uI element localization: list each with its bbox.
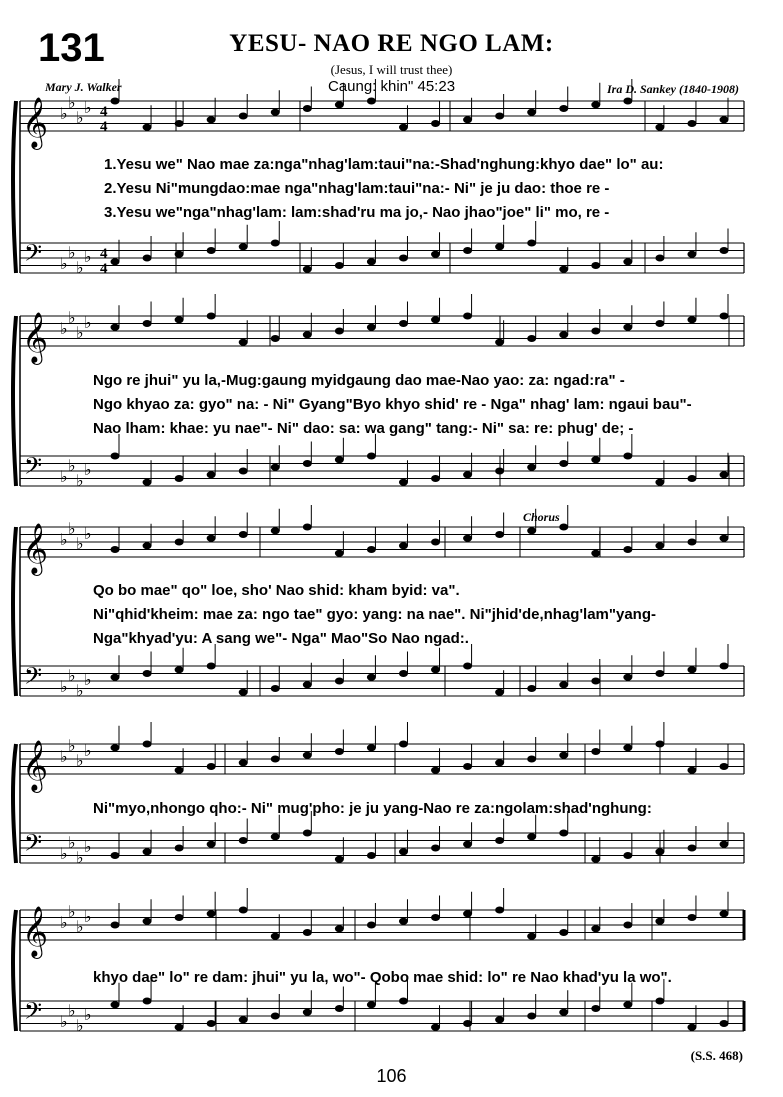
note-head: [527, 933, 536, 940]
note-head: [271, 833, 280, 840]
system-bracket: [13, 910, 16, 1031]
flat-icon: ♭: [60, 677, 68, 696]
flat-icon: ♭: [76, 323, 84, 342]
note-head: [207, 247, 216, 254]
flat-icon: ♭: [60, 1012, 68, 1031]
flat-icon: ♭: [76, 534, 84, 553]
note-head: [495, 689, 504, 696]
hymn-subtitle: (Jesus, I will trust thee): [330, 62, 453, 77]
note-head: [111, 98, 120, 105]
note-head: [655, 918, 664, 925]
note-head: [175, 914, 184, 921]
note-head: [463, 247, 472, 254]
note-head: [527, 240, 536, 247]
lyric-line: Qo bo mae" qo" loe, sho' Nao shid: kham byid: va".: [93, 582, 460, 599]
flat-icon: ♭: [76, 258, 84, 277]
flat-icon: ♭: [76, 471, 84, 490]
lyricist: Mary J. Walker: [45, 80, 122, 94]
flat-icon: ♭: [84, 98, 92, 117]
note-head: [111, 546, 120, 553]
note-head: [559, 460, 568, 467]
note-head: [367, 453, 376, 460]
hymn-title: YESU- NAO RE NGO LAM:: [229, 30, 554, 57]
note-head: [527, 756, 536, 763]
note-head: [207, 471, 216, 478]
note-head: [175, 1024, 184, 1031]
note-head: [143, 998, 152, 1005]
note-head: [143, 741, 152, 748]
note-head: [431, 1024, 440, 1031]
note-head: [399, 670, 408, 677]
note-head: [687, 120, 696, 127]
flat-icon: ♭: [84, 313, 92, 332]
flat-icon: ♭: [76, 681, 84, 700]
note-head: [239, 339, 248, 346]
note-head: [367, 1001, 376, 1008]
note-head: [175, 666, 184, 673]
note-head: [239, 531, 248, 538]
flat-icon: ♭: [76, 108, 84, 127]
note-head: [687, 666, 696, 673]
composer: Ira D. Sankey (1840-1908): [607, 82, 739, 96]
note-head: [720, 1020, 729, 1027]
note-head: [720, 116, 729, 123]
lyric-line: Ngo khyao za: gyo" na: - Ni" Gyang"Byo khyo shid' re - Nga" nhag' lam: ngaui bau"-: [93, 396, 692, 413]
note-head: [687, 767, 696, 774]
note-head: [720, 910, 729, 917]
note-head: [655, 479, 664, 486]
lyric-line: Nga"khyad'yu: A sang we"- Nga" Mao"So Nao ngad:.: [93, 630, 469, 647]
treble-clef-icon: 𝄞: [22, 97, 49, 148]
note-head: [559, 266, 568, 273]
flat-icon: ♭: [76, 917, 84, 936]
note-head: [367, 258, 376, 265]
note-head: [335, 856, 344, 863]
note-head: [720, 841, 729, 848]
note-head: [527, 833, 536, 840]
note-head: [495, 837, 504, 844]
lyric-line: Nao lham: khae: yu nae"- Ni" dao: sa: wa gang" tang:- Ni" sa: re: phug' de; -: [93, 420, 634, 437]
flat-icon: ♭: [60, 467, 68, 486]
note-head: [495, 243, 504, 250]
flat-icon: ♭: [84, 460, 92, 479]
note-head: [431, 767, 440, 774]
note-head: [335, 262, 344, 269]
note-head: [623, 744, 632, 751]
note-head: [207, 910, 216, 917]
note-head: [207, 313, 216, 320]
flat-icon: ♭: [76, 1016, 84, 1035]
note-head: [623, 98, 632, 105]
note-head: [207, 763, 216, 770]
lyric-line: 1.Yesu we" Nao mae za:nga"nhag'lam:taui"na:-Shad'nghung:khyo dae" lo" au:: [104, 156, 664, 173]
note-head: [623, 258, 632, 265]
flat-icon: ♭: [68, 243, 76, 262]
flat-icon: ♭: [68, 902, 76, 921]
note-head: [495, 907, 504, 914]
note-head: [271, 109, 280, 116]
note-head: [335, 748, 344, 755]
note-head: [687, 475, 696, 482]
scripture-reference: Caung: khin" 45:23: [327, 78, 456, 95]
flat-icon: ♭: [76, 848, 84, 867]
note-head: [623, 1001, 632, 1008]
flat-icon: ♭: [68, 1001, 76, 1020]
flat-icon: ♭: [68, 93, 76, 112]
note-head: [559, 830, 568, 837]
note-head: [303, 266, 312, 273]
note-head: [271, 335, 280, 342]
note-head: [303, 752, 312, 759]
note-head: [367, 852, 376, 859]
note-head: [623, 852, 632, 859]
note-head: [591, 328, 600, 335]
note-head: [495, 1016, 504, 1023]
lyric-line: 2.Yesu Ni"mungdao:mae nga"nhag'lam:taui"na:- Ni" je ju dao: thoe re -: [104, 180, 610, 197]
note-head: [687, 845, 696, 852]
treble-clef-icon: 𝄞: [22, 740, 49, 791]
note-head: [559, 331, 568, 338]
note-head: [463, 116, 472, 123]
note-head: [175, 316, 184, 323]
note-head: [720, 763, 729, 770]
note-head: [559, 524, 568, 531]
flat-icon: ♭: [84, 247, 92, 266]
flat-icon: ♭: [60, 913, 68, 932]
note-head: [431, 120, 440, 127]
note-head: [271, 464, 280, 471]
note-head: [207, 535, 216, 542]
flat-icon: ♭: [84, 741, 92, 760]
flat-icon: ♭: [68, 519, 76, 538]
note-head: [271, 685, 280, 692]
note-head: [559, 752, 568, 759]
note-head: [655, 670, 664, 677]
note-head: [463, 763, 472, 770]
note-head: [655, 124, 664, 131]
note-head: [559, 105, 568, 112]
note-head: [239, 113, 248, 120]
note-head: [111, 258, 120, 265]
note-head: [399, 848, 408, 855]
note-head: [399, 918, 408, 925]
flat-icon: ♭: [68, 456, 76, 475]
note-head: [143, 479, 152, 486]
hymn-number: 131: [38, 26, 105, 70]
bass-clef-icon: 𝄢: [24, 662, 43, 695]
flat-icon: ♭: [84, 907, 92, 926]
note-head: [495, 531, 504, 538]
note-head: [463, 841, 472, 848]
note-head: [399, 479, 408, 486]
note-head: [720, 535, 729, 542]
note-head: [463, 663, 472, 670]
note-head: [431, 475, 440, 482]
note-head: [143, 670, 152, 677]
note-head: [495, 113, 504, 120]
note-head: [591, 456, 600, 463]
note-head: [527, 1013, 536, 1020]
note-head: [623, 922, 632, 929]
note-head: [303, 524, 312, 531]
note-head: [687, 914, 696, 921]
note-head: [271, 933, 280, 940]
treble-clef-icon: 𝄞: [22, 906, 49, 957]
note-head: [399, 542, 408, 549]
note-head: [207, 663, 216, 670]
note-head: [367, 922, 376, 929]
note-head: [111, 744, 120, 751]
note-head: [399, 320, 408, 327]
chorus-label: Chorus: [523, 510, 560, 524]
note-head: [335, 328, 344, 335]
note-head: [335, 101, 344, 108]
note-head: [623, 546, 632, 553]
note-head: [687, 251, 696, 258]
bass-clef-icon: 𝄢: [24, 452, 43, 485]
time-signature: 4: [100, 104, 108, 120]
note-head: [591, 262, 600, 269]
note-head: [175, 475, 184, 482]
lyric-line: Ni"qhid'kheim: mae za: ngo tae" gyo: yang: na nae". Ni"jhid'de,nhag'lam"yang-: [93, 606, 656, 623]
bass-clef-icon: 𝄢: [24, 239, 43, 272]
note-head: [111, 324, 120, 331]
flat-icon: ♭: [60, 104, 68, 123]
page-number: 106: [376, 1066, 407, 1086]
note-head: [303, 460, 312, 467]
note-head: [367, 744, 376, 751]
note-head: [527, 335, 536, 342]
treble-clef-icon: 𝄞: [22, 312, 49, 363]
note-head: [399, 741, 408, 748]
note-head: [720, 313, 729, 320]
flat-icon: ♭: [60, 319, 68, 338]
note-head: [527, 685, 536, 692]
flat-icon: ♭: [60, 254, 68, 273]
note-head: [367, 674, 376, 681]
bass-clef-icon: 𝄢: [24, 829, 43, 862]
flat-icon: ♭: [68, 736, 76, 755]
note-head: [239, 1016, 248, 1023]
flat-icon: ♭: [68, 308, 76, 327]
note-head: [271, 527, 280, 534]
note-head: [239, 468, 248, 475]
note-head: [111, 1001, 120, 1008]
note-head: [623, 453, 632, 460]
flat-icon: ♭: [60, 844, 68, 863]
note-head: [655, 998, 664, 1005]
note-head: [655, 542, 664, 549]
note-head: [623, 324, 632, 331]
note-head: [175, 845, 184, 852]
note-head: [239, 837, 248, 844]
flat-icon: ♭: [76, 751, 84, 770]
note-head: [591, 678, 600, 685]
treble-clef-icon: 𝄞: [22, 523, 49, 574]
note-head: [271, 240, 280, 247]
note-head: [239, 907, 248, 914]
flat-icon: ♭: [84, 670, 92, 689]
note-head: [591, 856, 600, 863]
note-head: [239, 759, 248, 766]
note-head: [335, 678, 344, 685]
note-head: [143, 542, 152, 549]
note-head: [111, 674, 120, 681]
note-head: [655, 320, 664, 327]
time-signature: 4: [100, 119, 108, 135]
note-head: [143, 124, 152, 131]
note-head: [207, 116, 216, 123]
note-head: [527, 464, 536, 471]
note-head: [271, 1013, 280, 1020]
note-head: [111, 922, 120, 929]
note-head: [623, 674, 632, 681]
source-reference: (S.S. 468): [690, 1048, 743, 1063]
note-head: [303, 331, 312, 338]
note-head: [687, 1024, 696, 1031]
time-signature: 4: [100, 261, 108, 277]
note-head: [335, 1005, 344, 1012]
lyric-line: Ni"myo,nhongo qho:- Ni" mug'pho: je ju yang-Nao re za:ngolam:shad'nghung:: [93, 800, 652, 817]
system-bracket: [13, 744, 16, 863]
note-head: [463, 910, 472, 917]
note-head: [463, 1020, 472, 1027]
note-head: [591, 748, 600, 755]
note-head: [303, 830, 312, 837]
lyric-line: Ngo re jhui" yu la,-Mug:gaung myidgaung dao mae-Nao yao: za: ngad:ra" -: [93, 372, 625, 389]
flat-icon: ♭: [68, 833, 76, 852]
note-head: [687, 316, 696, 323]
note-head: [207, 1020, 216, 1027]
note-head: [591, 925, 600, 932]
note-head: [463, 535, 472, 542]
note-head: [111, 852, 120, 859]
note-head: [559, 681, 568, 688]
note-head: [303, 1009, 312, 1016]
note-head: [527, 527, 536, 534]
lyric-line: khyo dae" lo" re dam: jhui" yu la, wo"- Qobo mae shid: lo" re Nao khad'yu la wo".: [93, 969, 672, 986]
note-head: [143, 255, 152, 262]
note-head: [335, 925, 344, 932]
note-head: [720, 471, 729, 478]
system-bracket: [13, 527, 16, 696]
note-head: [559, 929, 568, 936]
note-head: [143, 918, 152, 925]
note-head: [527, 109, 536, 116]
note-head: [143, 320, 152, 327]
note-head: [271, 756, 280, 763]
system-bracket: [13, 101, 16, 273]
note-head: [495, 759, 504, 766]
note-head: [559, 1009, 568, 1016]
note-head: [431, 666, 440, 673]
note-head: [591, 101, 600, 108]
flat-icon: ♭: [68, 666, 76, 685]
note-head: [655, 255, 664, 262]
note-head: [431, 914, 440, 921]
note-head: [463, 313, 472, 320]
flat-icon: ♭: [84, 1005, 92, 1024]
note-head: [111, 453, 120, 460]
note-head: [239, 243, 248, 250]
system-bracket: [13, 316, 16, 486]
flat-icon: ♭: [60, 530, 68, 549]
note-head: [175, 539, 184, 546]
note-head: [431, 316, 440, 323]
note-head: [720, 247, 729, 254]
flat-icon: ♭: [60, 747, 68, 766]
flat-icon: ♭: [84, 837, 92, 856]
note-head: [591, 550, 600, 557]
note-head: [399, 124, 408, 131]
note-head: [303, 929, 312, 936]
lyric-line: 3.Yesu we"nga"nhag'lam: lam:shad'ru ma jo,- Nao jhao"joe" li" mo, re -: [104, 204, 610, 221]
note-head: [431, 539, 440, 546]
note-head: [143, 848, 152, 855]
flat-icon: ♭: [84, 524, 92, 543]
note-head: [431, 251, 440, 258]
time-signature: 4: [100, 246, 108, 262]
note-head: [367, 546, 376, 553]
note-head: [335, 550, 344, 557]
note-head: [239, 689, 248, 696]
note-head: [399, 255, 408, 262]
note-head: [207, 841, 216, 848]
note-head: [367, 324, 376, 331]
note-head: [463, 471, 472, 478]
note-head: [720, 663, 729, 670]
note-head: [687, 539, 696, 546]
note-head: [303, 681, 312, 688]
note-head: [303, 105, 312, 112]
note-head: [367, 98, 376, 105]
note-head: [591, 1005, 600, 1012]
note-head: [335, 456, 344, 463]
note-head: [399, 998, 408, 1005]
note-head: [175, 767, 184, 774]
bass-clef-icon: 𝄢: [24, 997, 43, 1030]
note-head: [431, 845, 440, 852]
